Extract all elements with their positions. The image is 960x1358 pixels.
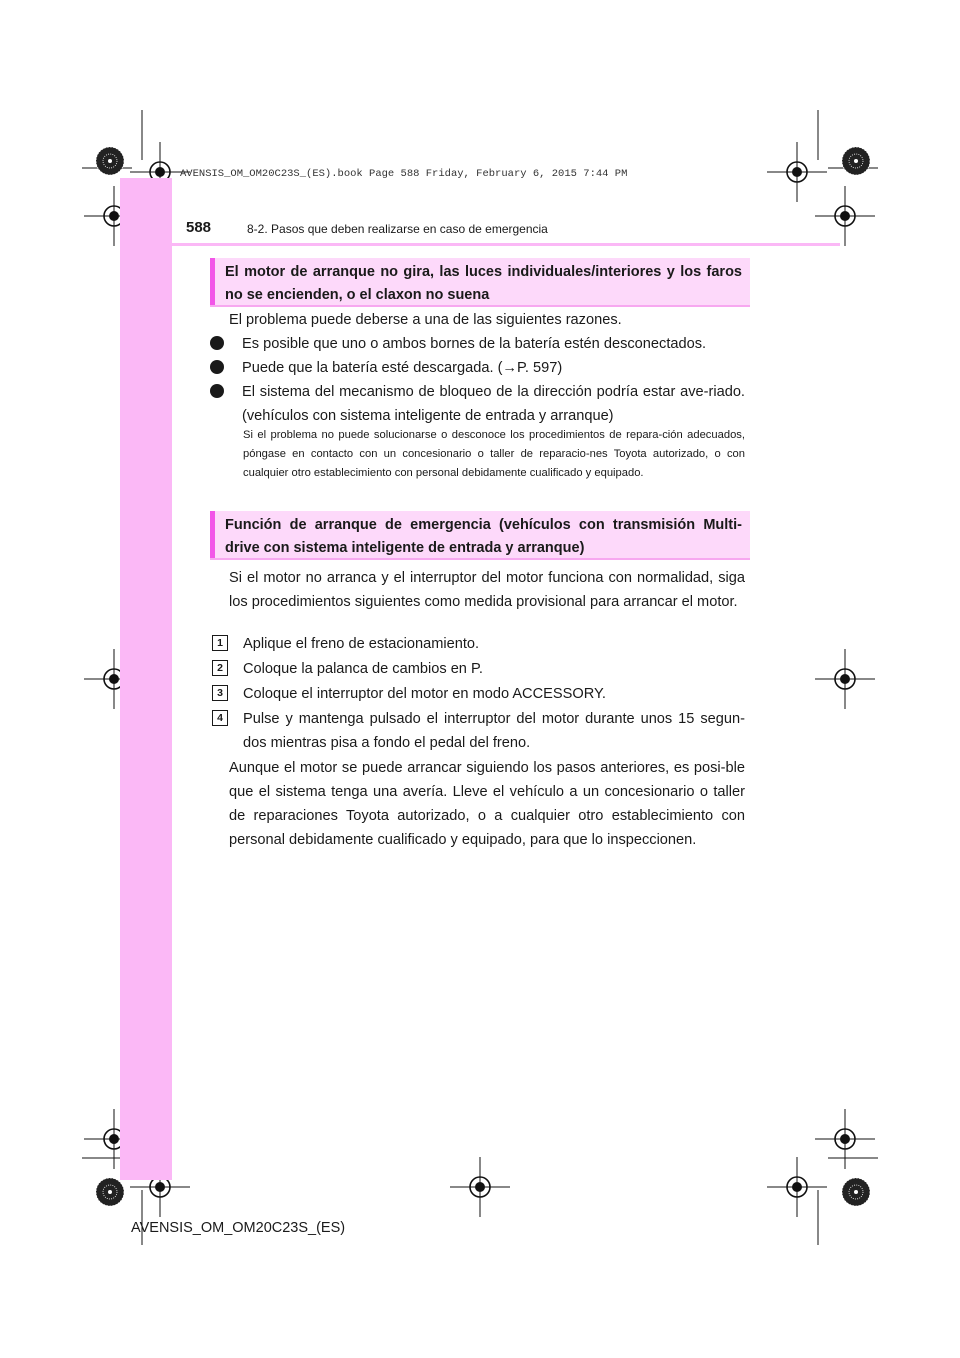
section-heading-starter: El motor de arranque no gira, las luces individuales/interiores y los faros no se encienden, o el claxon no suena (210, 258, 750, 305)
step-text: Aplique el freno de estacionamiento. (243, 636, 480, 652)
side-accent-strip (120, 178, 172, 1180)
header-rule (120, 243, 840, 246)
bullet-icon (210, 336, 224, 350)
bullet-item (210, 380, 745, 428)
step-item (212, 657, 745, 681)
step-number: 1 (212, 635, 228, 651)
section-heading-emergency-start: Función de arranque de emergencia (vehículos con transmisión Multi-drive con sistema inteligente de entrada y arranque) (210, 511, 750, 558)
step-item (212, 707, 745, 755)
page-number: 588 (186, 219, 212, 236)
step-number: 3 (212, 685, 228, 701)
section2-closing: Aunque el motor se puede arrancar siguiendo los pasos anteriores, es posi-ble que el sistema tenga una avería. Lleve el vehículo a un concesionario o taller de reparaciones Toyota autorizado, o a cualquier otro establecimiento con personal debidamente cualificado y equipado, para que lo inspeccionen. (229, 760, 745, 848)
print-slug: AVENSIS_OM_OM20C23S_(ES).book Page 588 Friday, February 6, 2015 7:44 PM (180, 168, 628, 180)
bullet-icon (210, 360, 224, 374)
footer-doc-id: AVENSIS_OM_OM20C23S_(ES) (131, 1220, 346, 1236)
bullet-item (210, 332, 745, 356)
bullet-item (210, 356, 745, 380)
bullet-icon (210, 384, 224, 398)
step-number: 2 (212, 660, 228, 676)
step-item (212, 632, 745, 656)
bullet-text: El sistema del mecanismo de bloqueo de la dirección podría estar ave-riado. (vehículos con sistema inteligente de entrada y arranque) (242, 384, 745, 424)
bullet-text: Puede que la batería esté descargada. (→P. 597) (242, 360, 563, 376)
bullet-text: Es posible que uno o ambos bornes de la batería estén desconectados. (242, 336, 707, 352)
step-text: Coloque el interruptor del motor en modo ACCESSORY. (243, 686, 606, 702)
step-text: Pulse y mantenga pulsado el interruptor del motor durante unos 15 segun-dos mientras pisa a fondo el pedal del freno. (243, 711, 745, 751)
running-header: 8-2. Pasos que deben realizarse en caso de emergencia (247, 222, 548, 236)
section2-intro: Si el motor no arranca y el interruptor del motor funciona con normalidad, siga los procedimientos siguientes como medida provisional para arrancar el motor. (229, 570, 745, 610)
step-item (212, 682, 745, 706)
step-text: Coloque la palanca de cambios en P. (243, 661, 483, 677)
section1-note: Si el problema no puede solucionarse o desconoce los procedimientos de repara-ción adecuados, póngase en contacto con un concesionario o taller de reparacio-nes Toyota autorizado, o con cualquier otro establecimiento con personal debidamente cualificado y equipado. (243, 429, 745, 479)
section1-intro: El problema puede deberse a una de las siguientes razones. (229, 312, 622, 328)
step-number: 4 (212, 710, 228, 726)
